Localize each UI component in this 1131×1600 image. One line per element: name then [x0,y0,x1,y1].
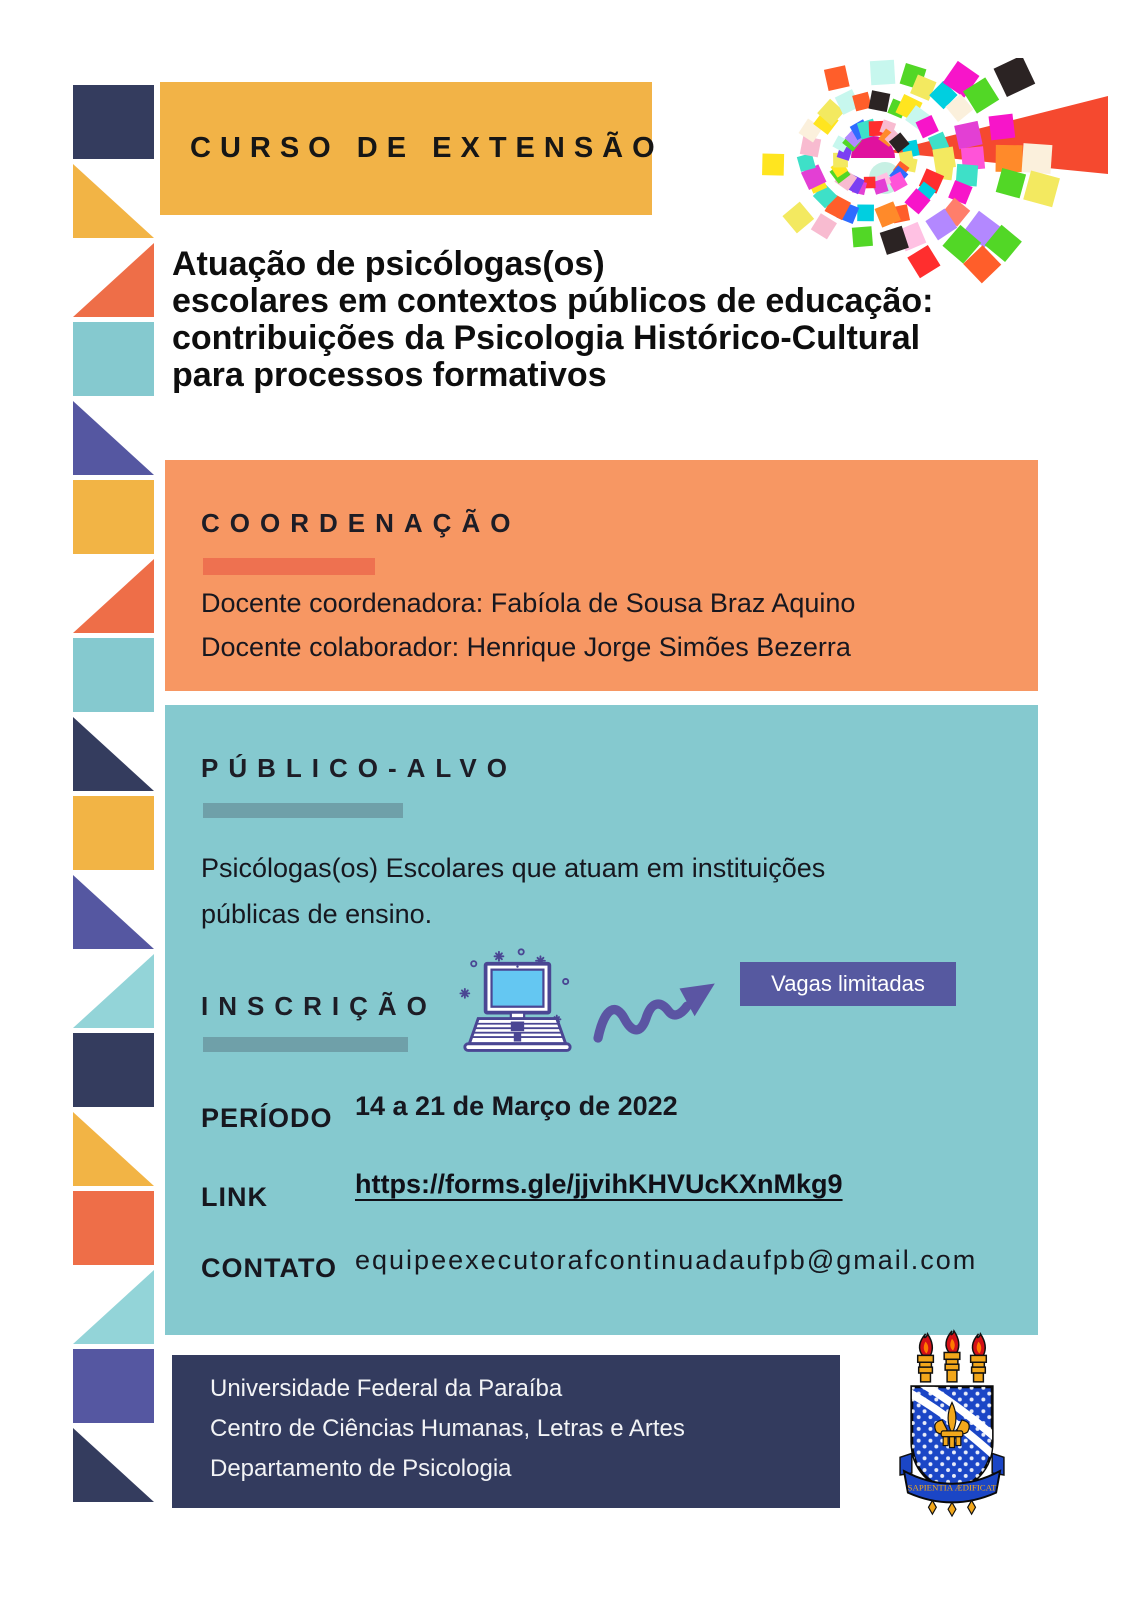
course-title-line: contribuições da Psicologia Histórico-Cultural [172,319,921,357]
limited-seats-badge [740,962,956,1006]
decor-triangle [73,1428,154,1502]
audience-heading-underline [203,803,403,818]
decor-triangle [73,164,154,238]
coordination-heading-underline [203,558,375,575]
collaborator-line: Docente colaborador: Henrique Jorge Simões Bezerra [201,632,851,662]
decor-triangle [73,401,154,475]
period-label: PERÍODO [201,1103,333,1133]
decor-square [73,322,154,396]
audience-line: públicas de ensino. [201,899,433,929]
enrollment-heading-underline [203,1037,408,1052]
contact-email: equipeexecutorafcontinuadaufpb@gmail.com [355,1245,978,1275]
decor-triangle [73,954,154,1028]
institution-line: Centro de Ciências Humanas, Letras e Artes [210,1415,685,1442]
audience-enrollment-section [165,705,1038,1335]
period-value: 14 a 21 de Março de 2022 [355,1091,678,1121]
kicker-banner [160,82,664,215]
audience-heading: PÚBLICO-ALVO [201,753,517,783]
decor-square [73,85,154,159]
decor-square [73,1033,154,1107]
decor-square [73,480,154,554]
link-label: LINK [201,1182,268,1212]
laptop-icon [453,943,579,1063]
enrollment-heading: INSCRIÇÃO [201,991,437,1021]
decor-triangle [73,717,154,791]
coordinator-line: Docente coordenadora: Fabíola de Sousa Braz Aquino [201,588,856,618]
decor-triangle [73,1112,154,1186]
crest-torches [918,1331,987,1382]
institution-footer [172,1355,840,1508]
course-title-line: Atuação de psicólogas(os) [172,245,605,283]
decor-triangle [73,1270,154,1344]
decor-triangle [73,875,154,949]
decor-square [73,1349,154,1423]
decor-triangle [73,559,154,633]
decor-square [73,1191,154,1265]
coordination-heading: COORDENAÇÃO [201,508,521,538]
audience-line: Psicólogas(os) Escolares que atuam em instituições [201,853,826,883]
course-title [172,246,1052,394]
coordination-section [165,460,1038,691]
side-shape-strip [73,85,154,1502]
decor-square [73,638,154,712]
contact-label: CONTATO [201,1253,337,1283]
course-title-line: para processos formativos [172,356,607,394]
decor-square [73,796,154,870]
institution-line: Universidade Federal da Paraíba [210,1375,563,1402]
limited-seats-text: Vagas limitadas [771,971,925,996]
growth-arrow-icon [593,973,719,1051]
institution-line: Departamento de Psicologia [210,1455,512,1482]
decor-triangle [73,243,154,317]
registration-link[interactable]: https://forms.gle/jjvihKHVUcKXnMkg9 [355,1169,843,1199]
crest-motto: SAPIENTIA ÆDIFICAT [907,1482,997,1493]
ufpb-crest-logo [898,1326,1006,1522]
course-title-line: escolares em contextos públicos de educação: [172,282,934,320]
kicker-text: CURSO DE EXTENSÃO [190,132,664,164]
